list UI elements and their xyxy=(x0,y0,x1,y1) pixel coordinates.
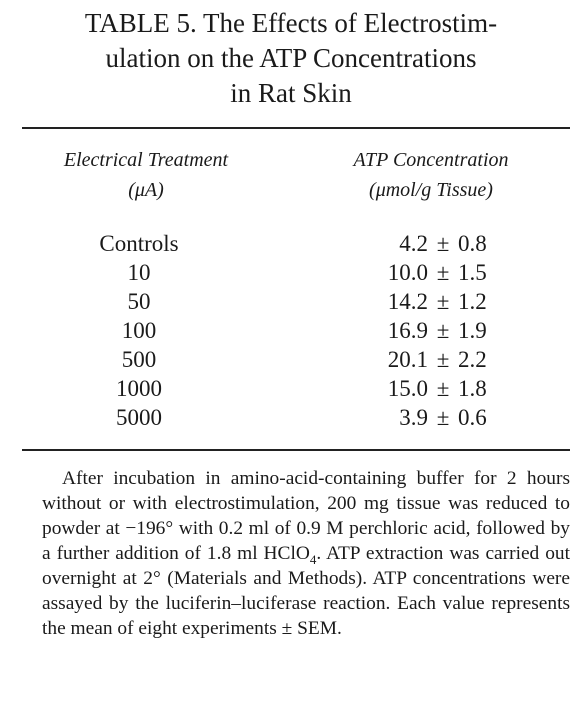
footnote-paragraph xyxy=(42,466,570,641)
mean-value: 20.1 xyxy=(387,347,428,372)
footnote-text-part2: . ATP extraction was carried out overnight at 2° (Materials and Methods). ATP concentrations were assayed by the luciferin–luciferase reaction. Each value represents the mean of eight experiments ± SEM. xyxy=(42,543,570,639)
plus-minus-sign: ± xyxy=(436,260,450,285)
sem-value: 1.2 xyxy=(458,289,487,314)
concentration-cell xyxy=(378,403,487,432)
plus-minus-sign: ± xyxy=(436,376,450,401)
mean-value: 4.2 xyxy=(399,231,428,256)
plus-minus-sign: ± xyxy=(436,231,450,256)
column-header-concentration-unit: (μmol/g Tissue) xyxy=(369,179,493,201)
treatment-cell: 100 xyxy=(121,318,157,343)
plus-minus-sign: ± xyxy=(436,347,450,372)
treatment-cell: Controls xyxy=(99,231,179,256)
sem-value: 1.5 xyxy=(458,260,487,285)
table-title xyxy=(0,6,582,111)
sem-value: 0.6 xyxy=(458,405,487,430)
table-title-line: TABLE 5. The Effects of Electrostim- xyxy=(84,8,498,38)
mean-value: 16.9 xyxy=(387,318,428,343)
column-header-treatment-unit: (μA) xyxy=(128,179,164,201)
sem-value: 1.9 xyxy=(458,318,487,343)
concentration-cell xyxy=(378,258,487,287)
mean-value: 10.0 xyxy=(387,260,428,285)
table-title-line: ulation on the ATP Concentrations xyxy=(105,43,477,73)
plus-minus-sign: ± xyxy=(436,289,450,314)
concentration-cell xyxy=(378,316,487,345)
mean-value: 14.2 xyxy=(387,289,428,314)
treatment-cell: 500 xyxy=(121,347,157,372)
concentration-cell xyxy=(378,345,487,374)
mean-value: 15.0 xyxy=(387,376,428,401)
table-title-line: in Rat Skin xyxy=(230,78,352,108)
treatment-cell: 1000 xyxy=(116,376,162,401)
footnote-subscript: 4 xyxy=(309,551,317,567)
column-header-treatment xyxy=(32,145,260,205)
sem-value: 1.8 xyxy=(458,376,487,401)
treatment-cell: 10 xyxy=(127,260,151,285)
table-row xyxy=(0,258,582,287)
table-row xyxy=(0,345,582,374)
column-header-treatment-label: Electrical Treatment xyxy=(63,149,229,171)
mean-value: 3.9 xyxy=(399,405,428,430)
table-row xyxy=(0,316,582,345)
plus-minus-sign: ± xyxy=(436,318,450,343)
concentration-cell xyxy=(378,229,487,258)
footnote-text-part1: After incubation in amino-acid-containing buffer for 2 hours without or with electrostimulation, 200 mg tissue was reduced to powder at −196° with 0.2 ml of 0.9 M perchloric acid, followed by a further addition of 1.8 ml HClO xyxy=(42,468,570,564)
table-row xyxy=(0,229,582,258)
table-row xyxy=(0,403,582,432)
plus-minus-sign: ± xyxy=(436,405,450,430)
treatment-cell: 5000 xyxy=(116,405,162,430)
table-footnote xyxy=(42,466,570,641)
concentration-cell xyxy=(378,374,487,403)
column-header-concentration xyxy=(308,145,554,205)
concentration-cell xyxy=(378,287,487,316)
sem-value: 2.2 xyxy=(458,347,487,372)
table-row xyxy=(0,287,582,316)
table-row xyxy=(0,374,582,403)
table-body xyxy=(0,229,582,432)
sem-value: 0.8 xyxy=(458,231,487,256)
column-header-concentration-label: ATP Concentration xyxy=(353,149,509,171)
bottom-rule xyxy=(22,449,570,451)
top-rule xyxy=(22,127,570,129)
treatment-cell: 50 xyxy=(127,289,151,314)
